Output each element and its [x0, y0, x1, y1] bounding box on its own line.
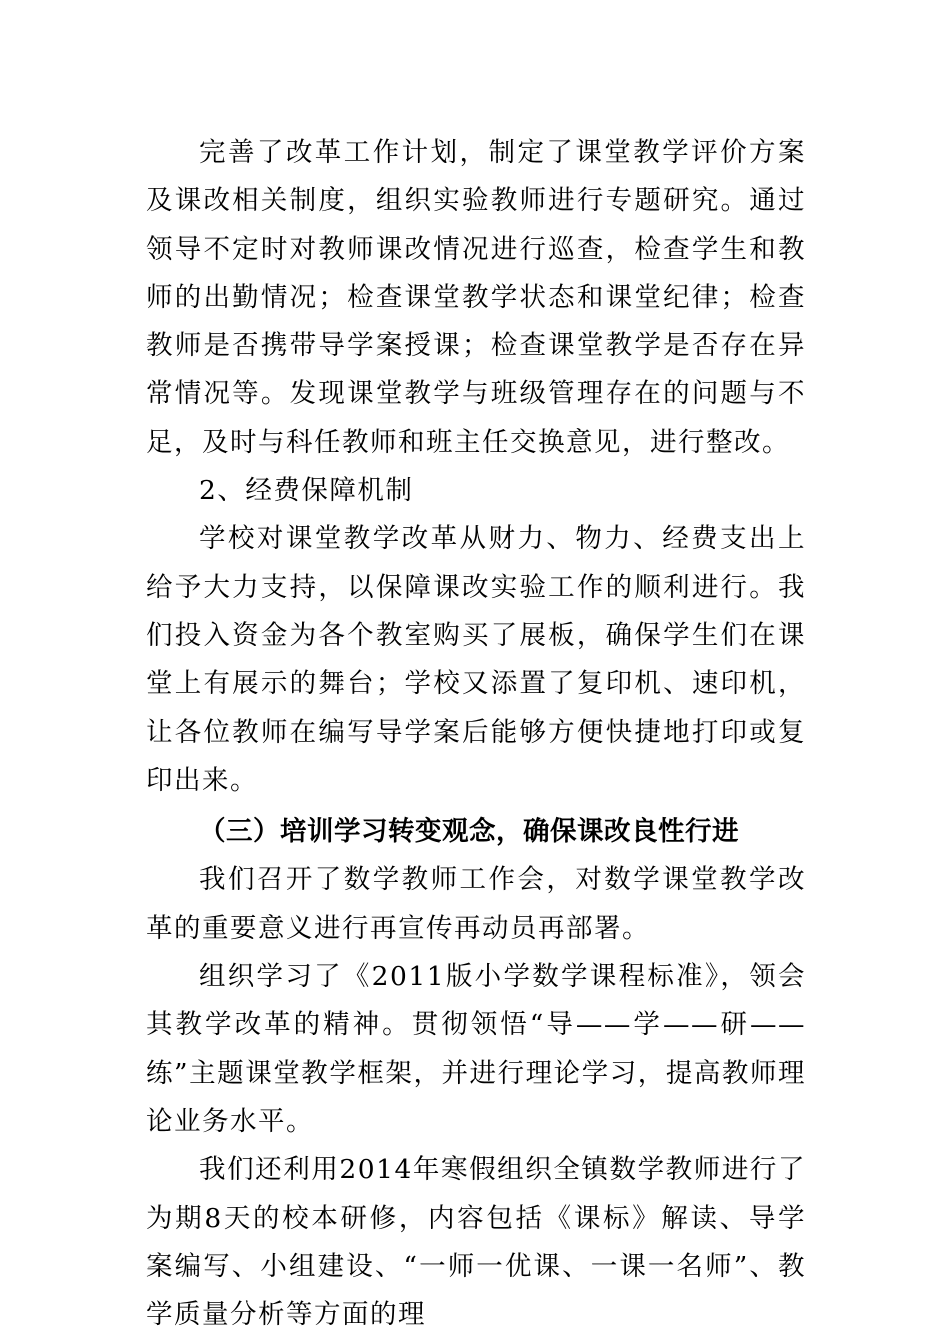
paragraph-funding-support: 学校对课堂教学改革从财力、物力、经费支出上给予大力支持，以保障课改实验工作的顺利进行。我们投入资金为各个教室购买了展板，确保学生们在课堂上有展示的舞台；学校又添置了复印机、速印机，让各位教师在编写导学案后能够方便快捷地打印或复印出来。	[146, 523, 806, 796]
document-body	[146, 129, 806, 1339]
section-heading-training: （三）培训学习转变观念，确保课改良性行进	[199, 816, 739, 848]
subheading-funding-mechanism: 2、经费保障机制	[199, 475, 414, 507]
paragraph-teacher-meeting: 我们召开了数学教师工作会，对数学课堂教学改革的重要意义进行再宣传再动员再部署。	[146, 864, 806, 944]
paragraph-winter-training: 我们还利用2014年寒假组织全镇数学教师进行了为期8天的校本研修，内容包括《课标》解读、导学案编写、小组建设、“一师一优课、一课一名师”、教学质量分析等方面的理	[146, 1154, 806, 1331]
paragraph-reform-plan: 完善了改革工作计划，制定了课堂教学评价方案及课改相关制度，组织实验教师进行专题研究。通过领导不定时对教师课改情况进行巡查，检查学生和教师的出勤情况；检查课堂教学状态和课堂纪律；检查教师是否携带导学案授课；检查课堂教学是否存在异常情况等。发现课堂教学与班级管理存在的问题与不足，及时与科任教师和班主任交换意见，进行整改。	[146, 137, 806, 458]
paragraph-curriculum-study: 组织学习了《2011版小学数学课程标准》，领会其教学改革的精神。贯彻领悟“导——学——研——练”主题课堂教学框架，并进行理论学习，提高教师理论业务水平。	[146, 961, 806, 1137]
